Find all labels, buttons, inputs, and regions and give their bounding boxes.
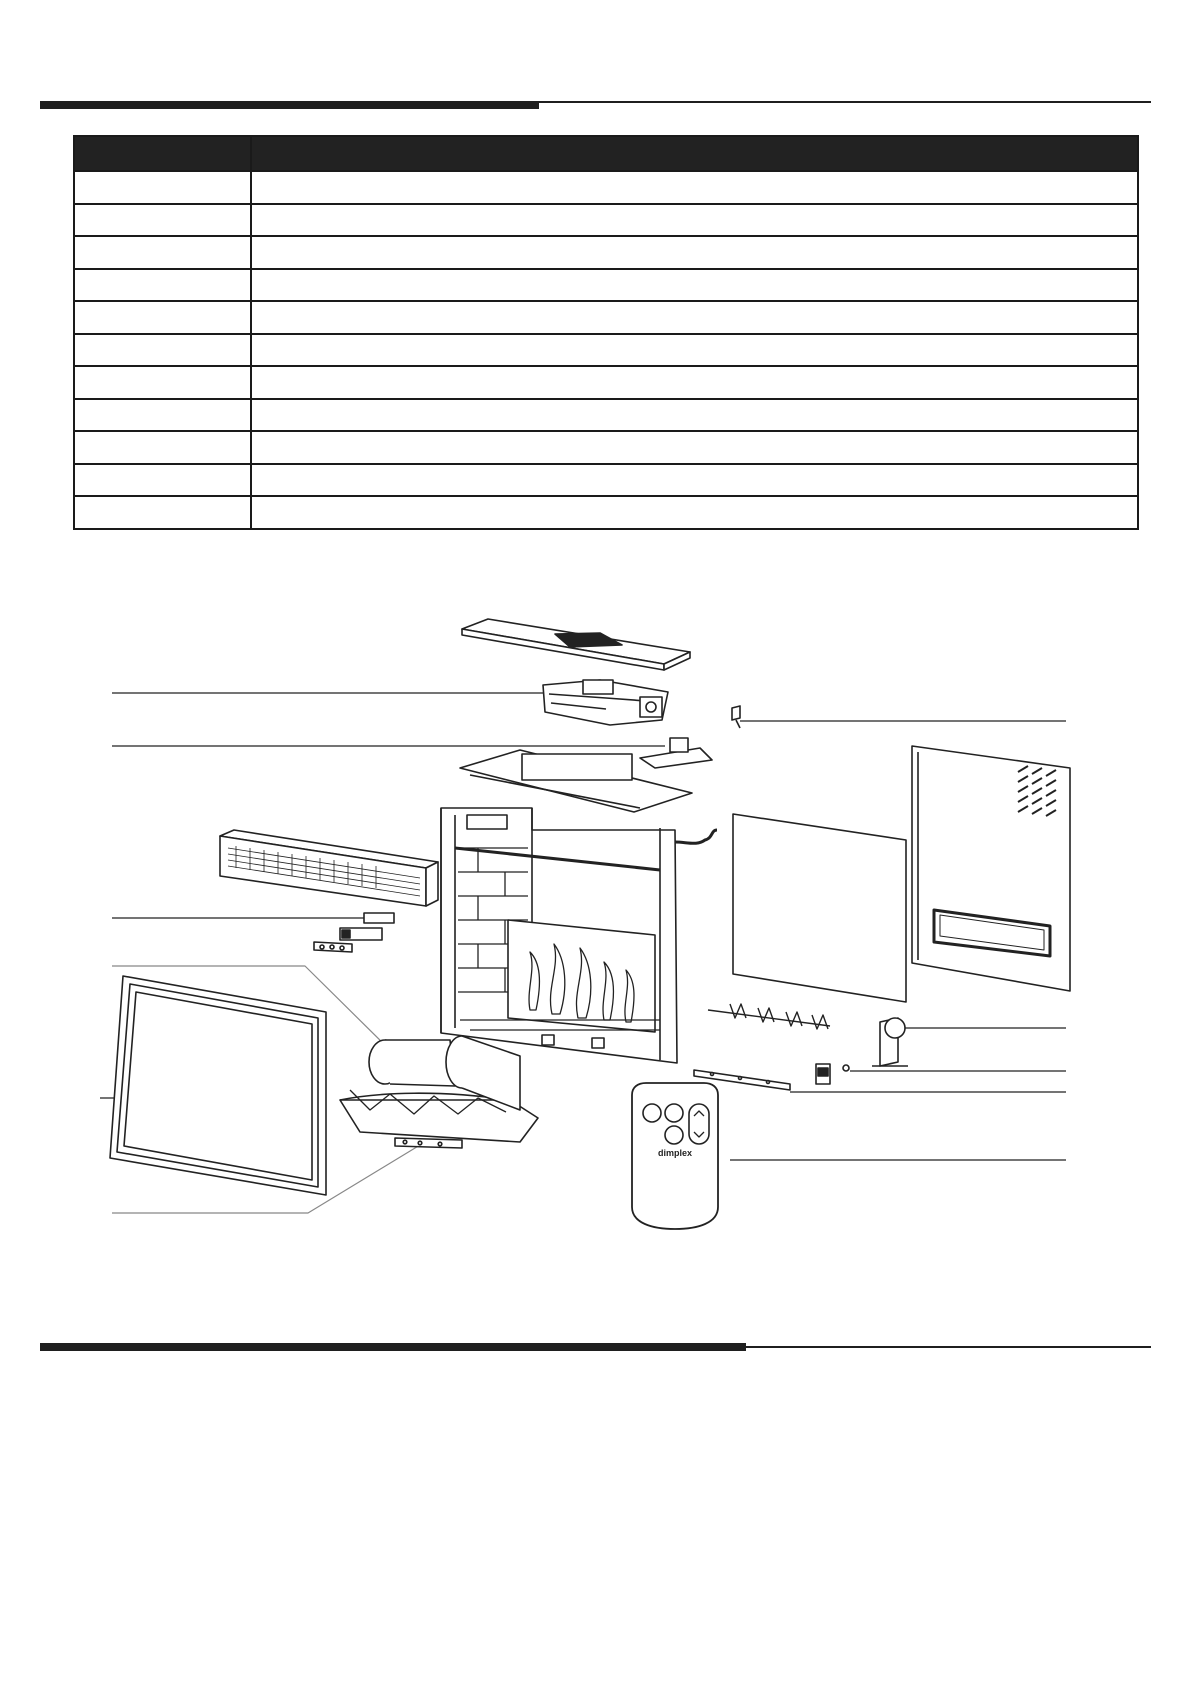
- table-row: [74, 334, 1138, 367]
- description-cell: [251, 431, 1138, 464]
- bracket-switch: [640, 738, 712, 768]
- control-board: [340, 913, 394, 940]
- description-cell: [251, 496, 1138, 529]
- flame-rod: [708, 1004, 830, 1029]
- table-row: [74, 269, 1138, 302]
- part-number-cell: [74, 334, 251, 367]
- description-cell: [251, 236, 1138, 269]
- table-row: [74, 204, 1138, 237]
- part-number-cell: [74, 171, 251, 204]
- receiver: [816, 1064, 849, 1084]
- part-number-cell: [74, 366, 251, 399]
- table-row: [74, 366, 1138, 399]
- table-row: [74, 236, 1138, 269]
- part-number-cell: [74, 236, 251, 269]
- description-cell: [251, 269, 1138, 302]
- table-row: [74, 431, 1138, 464]
- description-cell: [251, 399, 1138, 432]
- table-row: [74, 496, 1138, 529]
- part-number-cell: [74, 269, 251, 302]
- part-number-cell: [74, 399, 251, 432]
- front-frame: [110, 976, 326, 1195]
- description-cell: [251, 464, 1138, 497]
- description-cell: [251, 366, 1138, 399]
- description-cell: [251, 204, 1138, 237]
- part-number-cell: [74, 301, 251, 334]
- firebox: [441, 808, 717, 1063]
- header-cell-description: [251, 136, 1138, 171]
- section-rule-top-thin: [539, 101, 1151, 103]
- table-row: [74, 464, 1138, 497]
- part-number-cell: [74, 204, 251, 237]
- section-rule-bottom-thick: [40, 1343, 746, 1351]
- top-panel: [462, 619, 690, 670]
- table-row: [74, 301, 1138, 334]
- part-number-cell: [74, 464, 251, 497]
- table-row: [74, 399, 1138, 432]
- part-number-cell: [74, 496, 251, 529]
- description-cell: [251, 171, 1138, 204]
- back-panel: [912, 746, 1070, 991]
- thermal-switch-bracket: [732, 706, 740, 728]
- glass-panel: [733, 814, 906, 1002]
- flicker-motor: [872, 1018, 908, 1066]
- exploded-parts-diagram: [0, 580, 1192, 1240]
- parts-table-header: [74, 136, 1138, 171]
- table-row: [74, 171, 1138, 204]
- description-cell: [251, 301, 1138, 334]
- remote-brand-label: dimplex: [657, 1148, 693, 1158]
- section-rule-bottom-thin: [746, 1346, 1151, 1348]
- part-number-cell: [74, 431, 251, 464]
- control-strip: [220, 830, 438, 906]
- remote-control: [632, 1083, 718, 1229]
- description-cell: [251, 334, 1138, 367]
- header-cell-part-number: [74, 136, 251, 171]
- ember-bed: [395, 1138, 462, 1148]
- button-board: [314, 942, 352, 952]
- parts-table: [73, 135, 1139, 530]
- log-set: [340, 1036, 538, 1142]
- fan-heater-assembly: [543, 680, 668, 725]
- section-rule-top-thick: [40, 101, 539, 109]
